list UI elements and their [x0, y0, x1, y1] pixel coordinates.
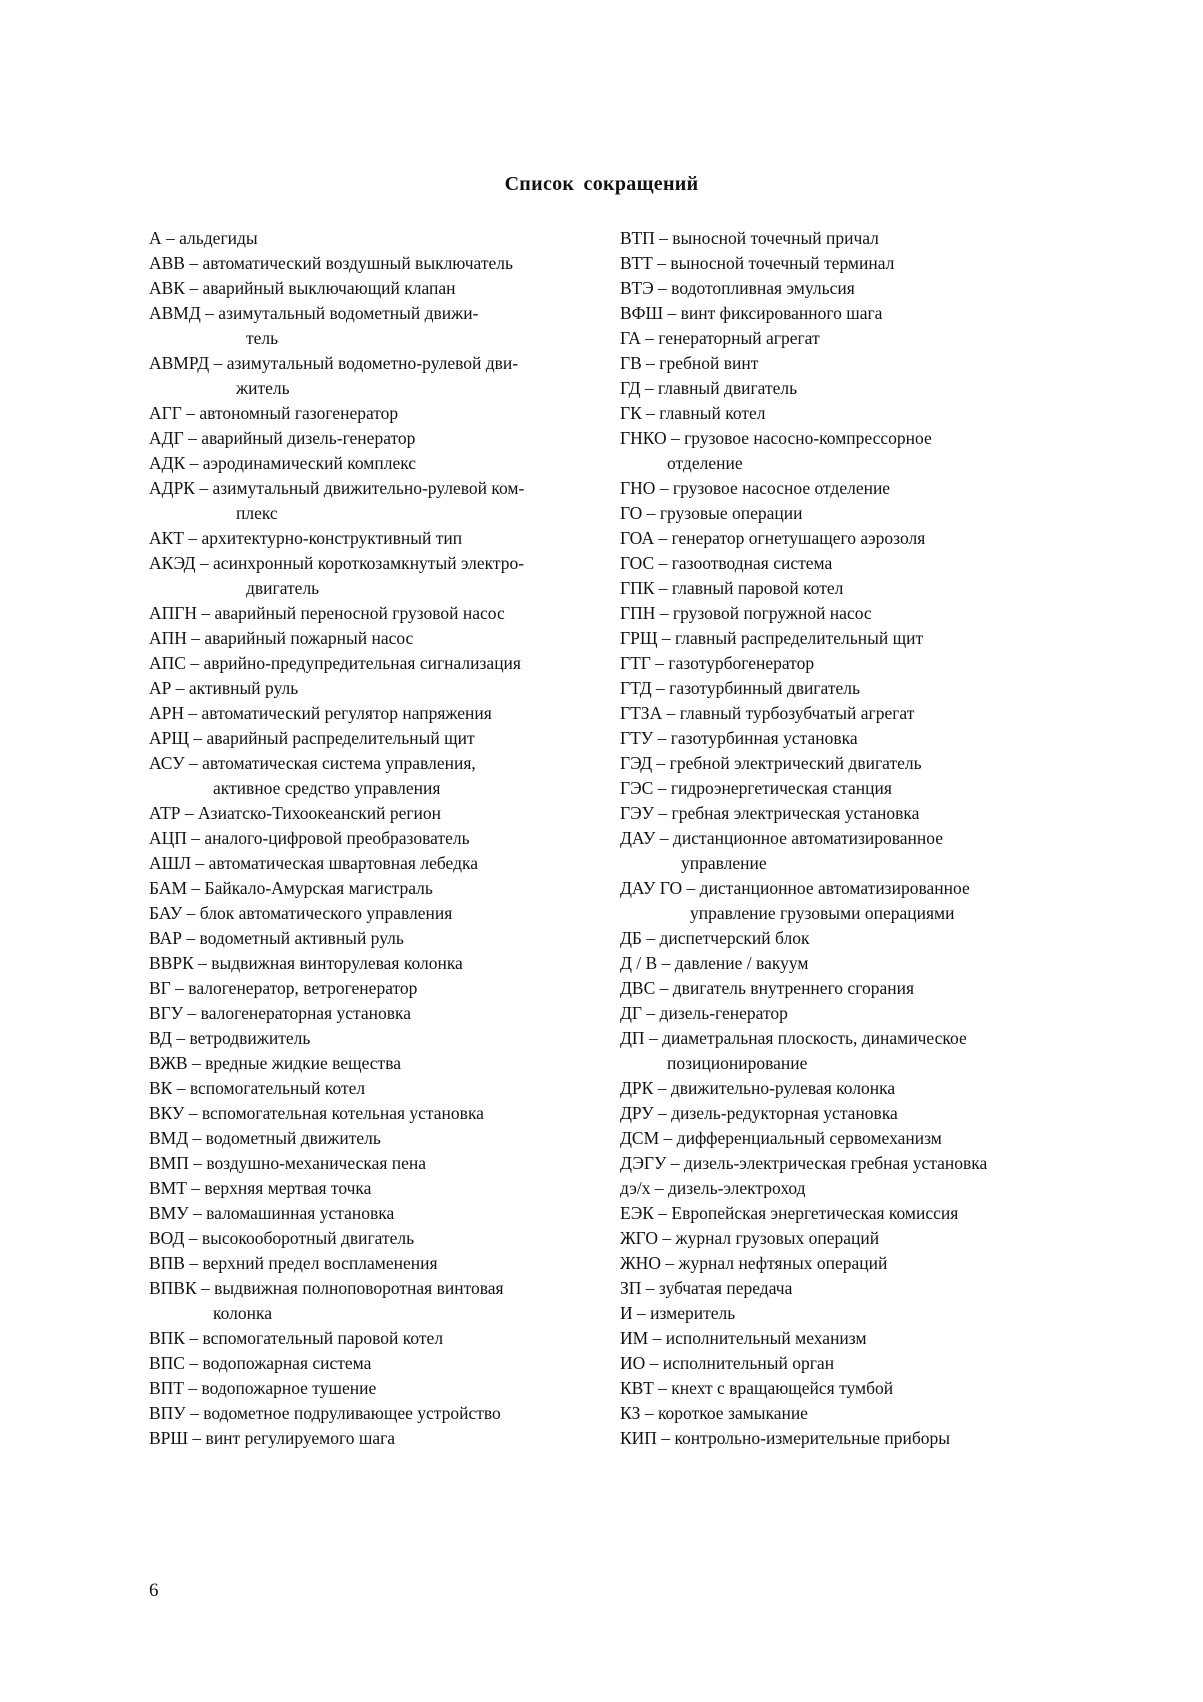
abbreviation-text: ГЭС – гидроэнергетическая станция: [620, 778, 892, 798]
abbreviation-text: Д / В – давление / вакуум: [620, 953, 809, 973]
abbreviation-entry: [149, 301, 609, 351]
abbreviation-text: ВФШ – винт фиксированного шага: [620, 303, 883, 323]
abbreviation-text: ГО – грузовые операции: [620, 503, 803, 523]
abbreviation-entry: [620, 776, 1090, 801]
abbreviation-entry: [620, 1301, 1090, 1326]
abbreviation-text: ГОС – газоотводная система: [620, 553, 833, 573]
abbreviation-text: ВКУ – вспомогательная котельная установка: [149, 1103, 484, 1123]
abbreviation-text: ДГ – дизель-генератор: [620, 1003, 788, 1023]
abbreviation-continuation: тель: [246, 328, 279, 348]
abbreviation-entry: [620, 251, 1090, 276]
abbreviation-text: А – альдегиды: [149, 228, 258, 248]
abbreviation-continuation: отделение: [667, 453, 743, 473]
abbreviation-entry: [620, 626, 1090, 651]
abbreviation-text: БАМ – Байкало-Амурская магистраль: [149, 878, 433, 898]
abbreviation-text: АВМД – азимутальный водометный движи-: [149, 303, 479, 323]
abbreviation-entry: [149, 701, 609, 726]
abbreviation-continuation: житель: [236, 378, 290, 398]
abbreviation-entry: [620, 1151, 1090, 1176]
abbreviation-text: ГВ – гребной винт: [620, 353, 759, 373]
abbreviation-entry: [620, 1001, 1090, 1026]
abbreviation-entry: [620, 1426, 1090, 1451]
abbreviation-entry: [620, 376, 1090, 401]
abbreviation-entry: [620, 1176, 1090, 1201]
abbreviation-continuation: активное средство управления: [213, 778, 441, 798]
abbreviation-entry: [149, 751, 609, 801]
abbreviation-text: ВМУ – валомашинная установка: [149, 1203, 395, 1223]
abbreviation-entry: [149, 826, 609, 851]
abbreviation-entry: [620, 1376, 1090, 1401]
abbreviation-text: ВПВК – выдвижная полноповоротная винтовая: [149, 1278, 504, 1298]
abbreviation-entry: [149, 1101, 609, 1126]
abbreviation-entry: [149, 801, 609, 826]
abbreviation-text: ГТУ – газотурбинная установка: [620, 728, 858, 748]
abbreviation-entry: [149, 351, 609, 401]
abbreviation-continuation: колонка: [213, 1303, 272, 1323]
abbreviation-text: АРЩ – аварийный распределительный щит: [149, 728, 475, 748]
abbreviation-text: ИО – исполнительный орган: [620, 1353, 835, 1373]
abbreviation-text: АРН – автоматический регулятор напряжения: [149, 703, 492, 723]
abbreviation-text: ВАР – водометный активный руль: [149, 928, 404, 948]
abbreviation-entry: [620, 426, 1090, 476]
abbreviation-entry: [620, 701, 1090, 726]
abbreviation-continuation: управление грузовыми операциями: [690, 903, 955, 923]
abbreviation-entry: [149, 1076, 609, 1101]
abbreviation-text: И – измеритель: [620, 1303, 736, 1323]
abbreviation-text: ВВРК – выдвижная винторулевая колонка: [149, 953, 463, 973]
abbreviation-entry: [620, 476, 1090, 501]
abbreviation-entry: [149, 1251, 609, 1276]
abbreviation-entry: [620, 1351, 1090, 1376]
abbreviation-entry: [149, 1026, 609, 1051]
abbreviation-list-right: [620, 226, 1090, 1451]
abbreviation-entry: [149, 851, 609, 876]
abbreviation-entry: [149, 951, 609, 976]
abbreviation-text: КВТ – кнехт с вращающейся тумбой: [620, 1378, 894, 1398]
abbreviation-text: ВТЭ – водотопливная эмульсия: [620, 278, 855, 298]
abbreviation-entry: [620, 1026, 1090, 1076]
abbreviation-text: ВОД – высокооборотный двигатель: [149, 1228, 415, 1248]
abbreviation-text: ЕЭК – Европейская энергетическая комиссия: [620, 1203, 959, 1223]
abbreviation-text: ВТП – выносной точечный причал: [620, 228, 879, 248]
abbreviation-entry: [620, 401, 1090, 426]
abbreviation-entry: [149, 651, 609, 676]
abbreviation-text: ВМД – водометный движитель: [149, 1128, 381, 1148]
abbreviation-entry: [149, 1376, 609, 1401]
abbreviation-entry: [620, 1326, 1090, 1351]
page-title: Список сокращений: [504, 173, 699, 195]
abbreviation-entry: [620, 1226, 1090, 1251]
abbreviation-entry: [620, 876, 1090, 926]
abbreviation-entry: [149, 1051, 609, 1076]
abbreviation-entry: [149, 1201, 609, 1226]
abbreviation-entry: [620, 551, 1090, 576]
abbreviation-text: БАУ – блок автоматического управления: [149, 903, 453, 923]
abbreviation-entry: [149, 401, 609, 426]
abbreviation-entry: [620, 651, 1090, 676]
abbreviation-entry: [149, 1326, 609, 1351]
abbreviation-text: ЗП – зубчатая передача: [620, 1278, 793, 1298]
abbreviation-entry: [149, 601, 609, 626]
abbreviation-text: АШЛ – автоматическая швартовная лебедка: [149, 853, 478, 873]
abbreviation-text: ВПК – вспомогательный паровой котел: [149, 1328, 444, 1348]
abbreviation-entry: [620, 1076, 1090, 1101]
abbreviation-text: АДК – аэродинамический комплекс: [149, 453, 417, 473]
abbreviation-text: АДГ – аварийный дизель-генератор: [149, 428, 416, 448]
abbreviation-entry: [620, 826, 1090, 876]
abbreviation-text: АПН – аварийный пожарный насос: [149, 628, 414, 648]
abbreviation-text: ГЭУ – гребная электрическая установка: [620, 803, 920, 823]
abbreviation-entry: [149, 726, 609, 751]
abbreviation-entry: [620, 226, 1090, 251]
abbreviation-text: ВГ – валогенератор, ветрогенератор: [149, 978, 418, 998]
abbreviation-entry: [149, 426, 609, 451]
abbreviation-text: АР – активный руль: [149, 678, 299, 698]
abbreviation-text: КЗ – короткое замыкание: [620, 1403, 808, 1423]
abbreviation-text: АКЭД – асинхронный короткозамкнутый электро-: [149, 553, 525, 573]
abbreviation-text: АЦП – аналого-цифровой преобразователь: [149, 828, 470, 848]
abbreviation-text: АВВ – автоматический воздушный выключатель: [149, 253, 513, 273]
abbreviation-text: ГД – главный двигатель: [620, 378, 798, 398]
abbreviation-entry: [620, 326, 1090, 351]
abbreviation-text: ДЭГУ – дизель-электрическая гребная установка: [620, 1153, 988, 1173]
abbreviation-entry: [620, 501, 1090, 526]
abbreviation-entry: [149, 1426, 609, 1451]
abbreviation-text: АВК – аварийный выключающий клапан: [149, 278, 456, 298]
abbreviation-text: ВЖВ – вредные жидкие вещества: [149, 1053, 401, 1073]
abbreviation-text: АВМРД – азимутальный водометно-рулевой дви-: [149, 353, 519, 373]
abbreviation-entry: [149, 926, 609, 951]
abbreviation-text: ГЭД – гребной электрический двигатель: [620, 753, 922, 773]
abbreviation-text: ВПС – водопожарная система: [149, 1353, 372, 1373]
abbreviation-text: ВМТ – верхняя мертвая точка: [149, 1178, 372, 1198]
abbreviation-entry: [620, 1101, 1090, 1126]
abbreviation-entry: [149, 1401, 609, 1426]
abbreviation-text: ДАУ – дистанционное автоматизированное: [620, 828, 944, 848]
abbreviation-entry: [149, 1226, 609, 1251]
abbreviation-text: дэ/х – дизель-электроход: [620, 1178, 806, 1198]
abbreviation-text: ГТЗА – главный турбозубчатый агрегат: [620, 703, 915, 723]
abbreviation-entry: [620, 601, 1090, 626]
abbreviation-entry: [620, 926, 1090, 951]
abbreviation-entry: [620, 676, 1090, 701]
abbreviation-entry: [620, 1201, 1090, 1226]
abbreviation-entry: [620, 976, 1090, 1001]
abbreviation-text: ГК – главный котел: [620, 403, 766, 423]
abbreviation-text: ГОА – генератор огнетушащего аэрозоля: [620, 528, 926, 548]
abbreviation-text: ДСМ – дифференциальный сервомеханизм: [620, 1128, 942, 1148]
abbreviation-text: ДП – диаметральная плоскость, динамическое: [620, 1028, 967, 1048]
abbreviation-entry: [149, 976, 609, 1001]
abbreviation-text: АПГН – аварийный переносной грузовой насос: [149, 603, 505, 623]
abbreviation-entry: [149, 251, 609, 276]
abbreviation-text: ДАУ ГО – дистанционное автоматизированное: [620, 878, 970, 898]
abbreviation-entry: [620, 276, 1090, 301]
abbreviation-entry: [149, 526, 609, 551]
abbreviation-entry: [149, 1176, 609, 1201]
abbreviation-entry: [149, 1151, 609, 1176]
abbreviation-entry: [149, 901, 609, 926]
abbreviation-entry: [620, 576, 1090, 601]
abbreviation-text: ВТТ – выносной точечный терминал: [620, 253, 895, 273]
abbreviation-continuation: двигатель: [246, 578, 320, 598]
abbreviation-continuation: управление: [681, 853, 767, 873]
abbreviation-text: КИП – контрольно-измерительные приборы: [620, 1428, 950, 1448]
abbreviation-text: ВД – ветродвижитель: [149, 1028, 311, 1048]
abbreviation-text: АПС – аврийно-предупредительная сигнализация: [149, 653, 521, 673]
abbreviation-entry: [149, 451, 609, 476]
abbreviation-text: ГТГ – газотурбогенератор: [620, 653, 815, 673]
abbreviation-text: ВРШ – винт регулируемого шага: [149, 1428, 396, 1448]
abbreviation-text: ВПВ – верхний предел воспламенения: [149, 1253, 438, 1273]
abbreviation-text: ГНКО – грузовое насосно-компрессорное: [620, 428, 932, 448]
abbreviation-continuation: позиционирование: [667, 1053, 808, 1073]
abbreviation-entry: [149, 626, 609, 651]
abbreviation-entry: [149, 676, 609, 701]
abbreviation-entry: [620, 751, 1090, 776]
abbreviation-entry: [620, 1251, 1090, 1276]
abbreviation-entry: [620, 301, 1090, 326]
abbreviation-entry: [149, 276, 609, 301]
abbreviation-entry: [149, 1126, 609, 1151]
abbreviation-text: ДРУ – дизель-редукторная установка: [620, 1103, 898, 1123]
abbreviation-text: ВМП – воздушно-механическая пена: [149, 1153, 427, 1173]
abbreviation-text: ГТД – газотурбинный двигатель: [620, 678, 860, 698]
abbreviation-continuation: плекс: [236, 503, 278, 523]
abbreviation-entry: [620, 1276, 1090, 1301]
abbreviation-entry: [620, 801, 1090, 826]
abbreviation-text: АТР – Азиатско-Тихоокеанский регион: [149, 803, 442, 823]
abbreviation-text: ВПТ – водопожарное тушение: [149, 1378, 377, 1398]
abbreviation-entry: [149, 876, 609, 901]
abbreviation-text: ГА – генераторный агрегат: [620, 328, 820, 348]
abbreviation-entry: [149, 1001, 609, 1026]
abbreviation-text: ГРЩ – главный распределительный щит: [620, 628, 924, 648]
abbreviation-entry: [620, 526, 1090, 551]
abbreviation-entry: [149, 1276, 609, 1326]
abbreviation-entry: [620, 726, 1090, 751]
abbreviation-text: ИМ – исполнительный механизм: [620, 1328, 867, 1348]
abbreviation-text: ДРК – движительно-рулевая колонка: [620, 1078, 896, 1098]
abbreviation-text: АСУ – автоматическая система управления,: [149, 753, 476, 773]
abbreviation-text: ДВС – двигатель внутреннего сгорания: [620, 978, 914, 998]
abbreviation-list-left: [149, 226, 609, 1451]
abbreviation-text: ГНО – грузовое насосное отделение: [620, 478, 891, 498]
abbreviation-entry: [149, 551, 609, 601]
abbreviation-text: АГГ – автономный газогенератор: [149, 403, 399, 423]
abbreviation-text: ВК – вспомогательный котел: [149, 1078, 366, 1098]
abbreviation-text: ГПК – главный паровой котел: [620, 578, 844, 598]
abbreviation-entry: [149, 1351, 609, 1376]
abbreviation-entry: [620, 351, 1090, 376]
abbreviation-text: ЖГО – журнал грузовых операций: [620, 1228, 880, 1248]
abbreviation-text: АКТ – архитектурно-конструктивный тип: [149, 528, 463, 548]
abbreviation-text: ВГУ – валогенераторная установка: [149, 1003, 412, 1023]
page-number: 6: [149, 1580, 159, 1601]
abbreviation-text: ДБ – диспетчерский блок: [620, 928, 810, 948]
abbreviation-entry: [149, 476, 609, 526]
abbreviation-entry: [620, 1401, 1090, 1426]
abbreviation-entry: [149, 226, 609, 251]
abbreviation-text: ЖНО – журнал нефтяных операций: [620, 1253, 888, 1273]
abbreviation-text: АДРК – азимутальный движительно-рулевой ком-: [149, 478, 525, 498]
abbreviation-text: ГПН – грузовой погружной насос: [620, 603, 872, 623]
abbreviation-entry: [620, 1126, 1090, 1151]
abbreviation-text: ВПУ – водометное подруливающее устройство: [149, 1403, 501, 1423]
abbreviation-entry: [620, 951, 1090, 976]
